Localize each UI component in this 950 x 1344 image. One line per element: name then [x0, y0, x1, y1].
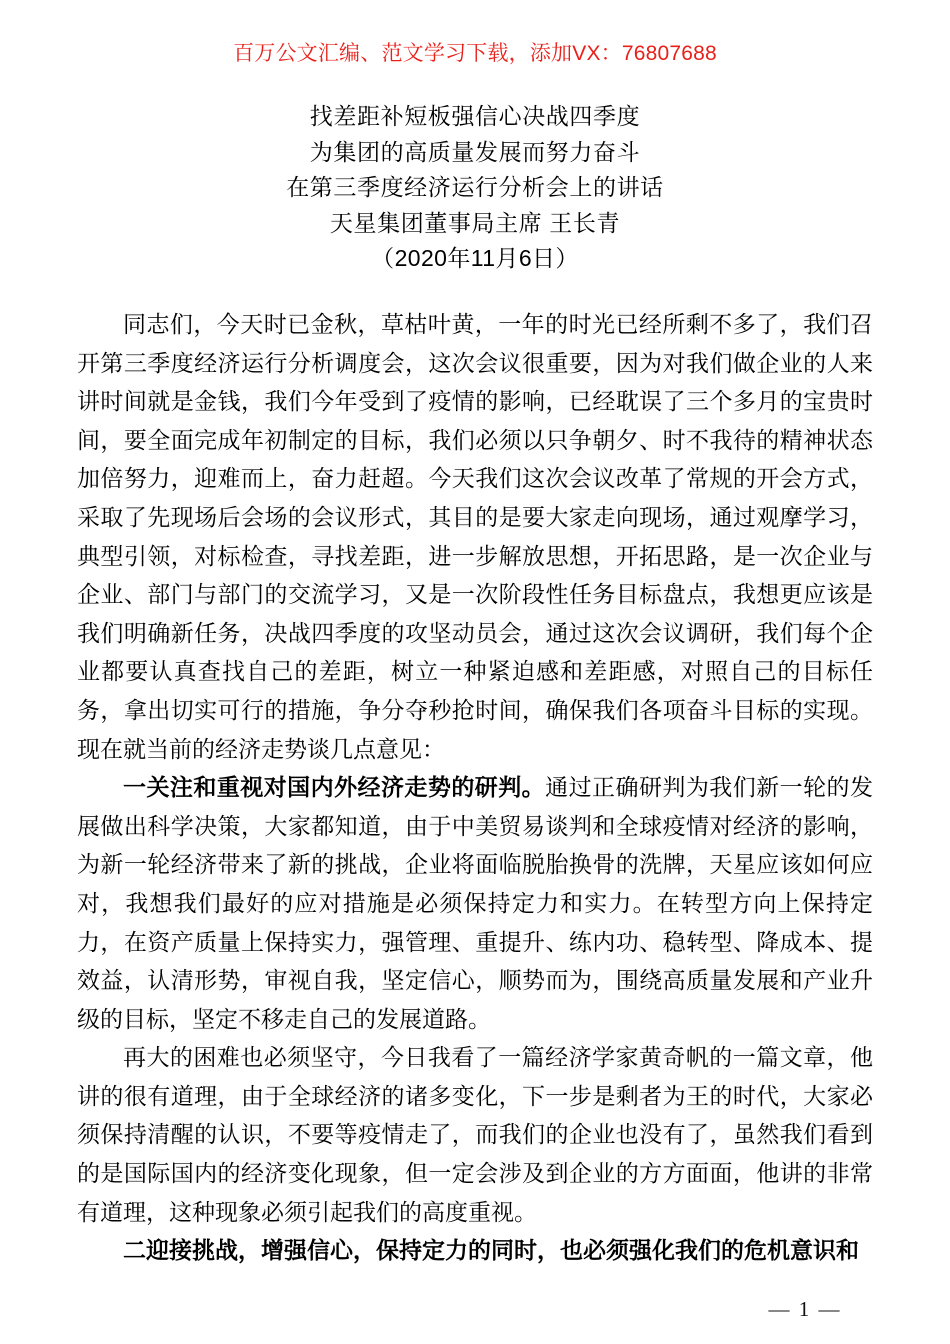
title-line-3: 在第三季度经济运行分析会上的讲话 — [286, 174, 664, 200]
title-date: （2020年11月6日） — [371, 245, 579, 271]
paragraph-1-text: 同志们，今天时已金秋，草枯叶黄，一年的时光已经所剩不多了，我们召开第三季度经济运行分析调度会，这次会议很重要，因为对我们做企业的人来讲时间就是金钱，我们今年受到了疫情的影响，已经耽误了三个多月的宝贵时间，要全面完成年初制定的目标，我们必须以只争朝夕、时不我待的精神状态加倍努力，迎难而上，奋力赶超。今天我们这次会议改革了常规的开会方式，采取了先现场后会场的会议形式，其目的是要大家走向现场，通过观摩学习，典型引领，对标检查，寻找差距，进一步解放思想，开拓思路，是一次企业与企业、部门与部门的交流学习，又是一次阶段性任务目标盘点，我想更应该是我们明确新任务，决战四季度的攻坚动员会，通过这次会议调研，我们每个企业都要认真查找自己的差距，树立一种紧迫感和差距感，对照自己的目标任务，拿出切实可行的措施，争分夺秒抢时间，确保我们各项奋斗目标的实现。现在就当前的经济走势谈几点意见： — [77, 311, 873, 762]
paragraph-2-bold-lead: 一关注和重视对国内外经济走势的研判。 — [123, 774, 546, 801]
body-paragraph-3 — [77, 1038, 873, 1231]
title-block — [0, 99, 950, 277]
promo-header-text: 百万公文汇编、范文学习下载，添加VX：76807688 — [233, 42, 717, 65]
page-footer — [0, 1296, 950, 1322]
title-author-line: 天星集团董事局主席 王长青 — [329, 209, 621, 236]
paragraph-4-text: 二迎接挑战，增强信心，保持定力的同时，也必须强化我们的危机意识和 — [123, 1237, 859, 1264]
paragraph-2-text: 通过正确研判为我们新一轮的发展做出科学决策，大家都知道，由于中美贸易谈判和全球疫情对经济的影响，为新一轮经济带来了新的挑战，企业将面临脱胎换骨的洗牌，天星应该如何应对，我想我们最好的应对措施是必须保持定力和实力。在转型方向上保持定力，在资产质量上保持实力，强管理、重提升、练内功、稳转型、降成本、提效益，认清形势，审视自我，坚定信心，顺势而为，围绕高质量发展和产业升级的目标，坚定不移走自己的发展道路。 — [77, 774, 874, 1032]
title-line-2: 为集团的高质量发展而努力奋斗 — [309, 138, 641, 165]
body-paragraph-1 — [77, 305, 873, 768]
page-number: — 1 — — [768, 1297, 842, 1321]
body-paragraph-4 — [77, 1231, 873, 1270]
title-line-1: 找差距补短板强信心决战四季度 — [309, 103, 641, 129]
body-paragraph-2 — [77, 768, 873, 1038]
document-body — [77, 305, 873, 1270]
paragraph-3-text: 再大的困难也必须坚守，今日我看了一篇经济学家黄奇帆的一篇文章，他讲的很有道理，由于全球经济的诸多变化，下一步是剩者为王的时代，大家必须保持清醒的认识，不要等疫情走了，而我们的企业也没有了，虽然我们看到的是国际国内的经济变化现象，但一定会涉及到企业的方方面面，他讲的非常有道理，这种现象必须引起我们的高度重视。 — [77, 1044, 873, 1225]
